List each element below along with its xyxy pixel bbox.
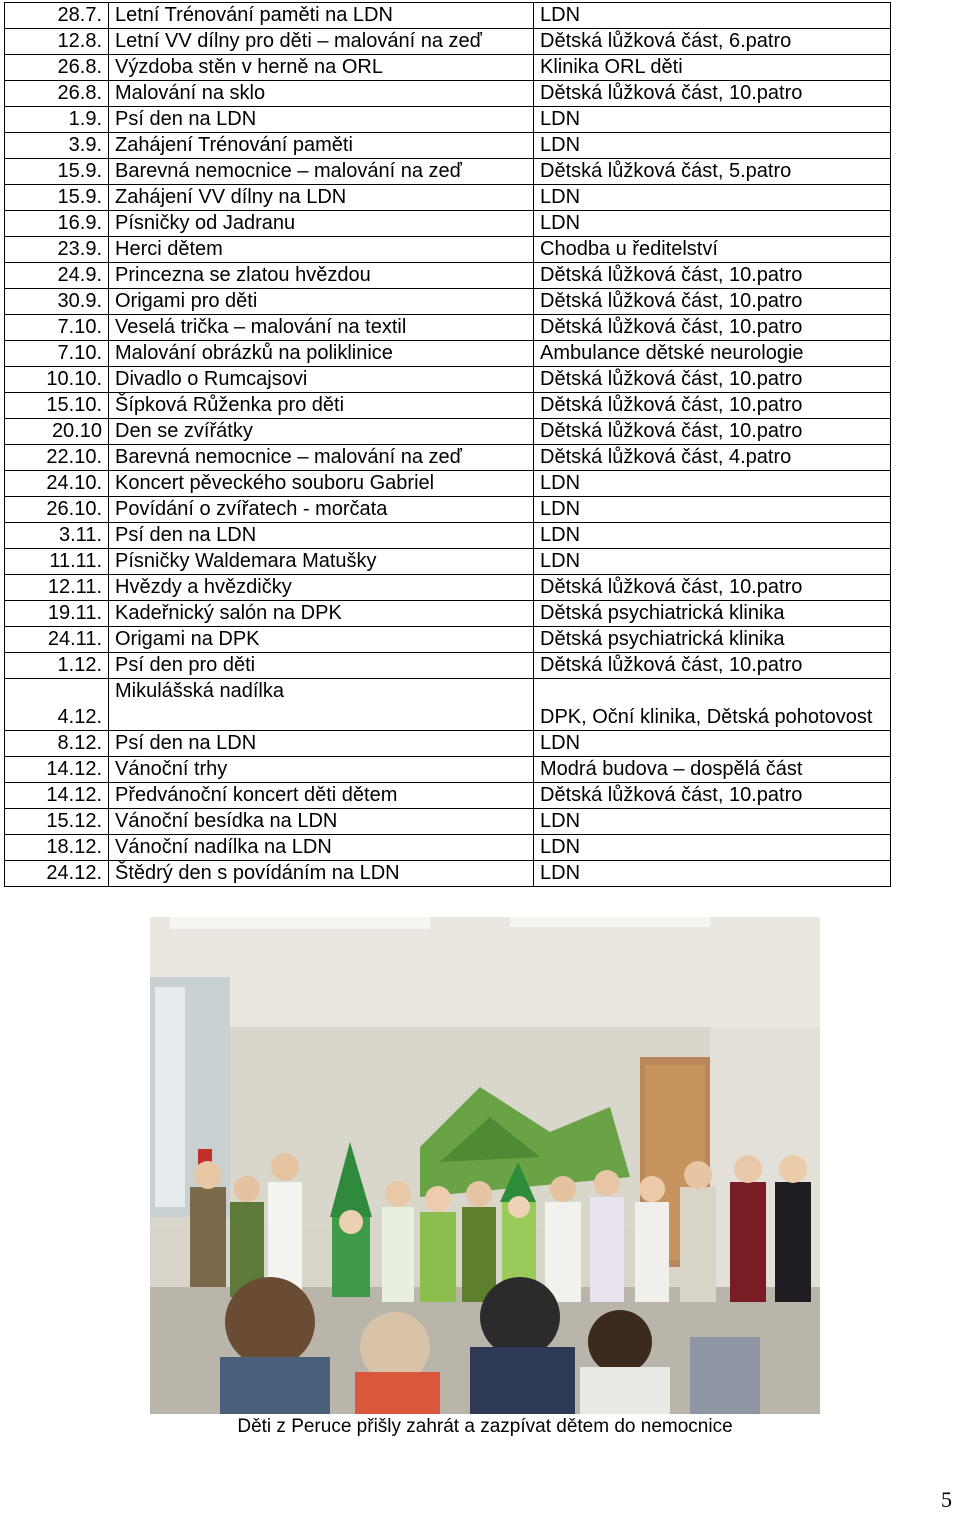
- event-date: 18.12.: [5, 835, 109, 861]
- event-row: [5, 3, 891, 29]
- event-row: [5, 471, 891, 497]
- event-name: Šípková Růženka pro děti: [109, 393, 534, 419]
- event-date: 20.10: [5, 419, 109, 445]
- event-date: 26.10.: [5, 497, 109, 523]
- event-place: DPK, Oční klinika, Dětská pohotovost: [534, 679, 891, 731]
- event-row: [5, 341, 891, 367]
- event-date: 30.9.: [5, 289, 109, 315]
- event-date: 12.11.: [5, 575, 109, 601]
- event-name: Barevná nemocnice – malování na zeď: [109, 445, 534, 471]
- event-date: 16.9.: [5, 211, 109, 237]
- event-place: LDN: [534, 107, 891, 133]
- event-row: [5, 497, 891, 523]
- event-date: 1.12.: [5, 653, 109, 679]
- event-row: [5, 159, 891, 185]
- page-number: 5: [941, 1487, 952, 1512]
- event-place: LDN: [534, 523, 891, 549]
- event-place: LDN: [534, 497, 891, 523]
- event-place: Modrá budova – dospělá část: [534, 757, 891, 783]
- event-date: 15.12.: [5, 809, 109, 835]
- event-name: Origami pro děti: [109, 289, 534, 315]
- event-date: 24.10.: [5, 471, 109, 497]
- event-place: Dětská lůžková část, 10.patro: [534, 393, 891, 419]
- event-place: Dětská lůžková část, 10.patro: [534, 575, 891, 601]
- photo-illustration: [150, 917, 820, 1414]
- event-row: [5, 549, 891, 575]
- event-date: 24.11.: [5, 627, 109, 653]
- event-row: [5, 29, 891, 55]
- event-place: LDN: [534, 211, 891, 237]
- event-name: Origami na DPK: [109, 627, 534, 653]
- event-place: LDN: [534, 861, 891, 887]
- event-place: LDN: [534, 549, 891, 575]
- event-place: Dětská lůžková část, 10.patro: [534, 263, 891, 289]
- event-name: Mikulášská nadílka: [109, 679, 534, 731]
- event-date: 12.8.: [5, 29, 109, 55]
- event-name: Malování na sklo: [109, 81, 534, 107]
- event-date: 7.10.: [5, 341, 109, 367]
- event-row: [5, 757, 891, 783]
- event-row: [5, 289, 891, 315]
- event-place: Dětská psychiatrická klinika: [534, 627, 891, 653]
- event-name: Kadeřnický salón na DPK: [109, 601, 534, 627]
- event-name: Zahájení Trénování paměti: [109, 133, 534, 159]
- event-place: Dětská lůžková část, 10.patro: [534, 315, 891, 341]
- event-name: Herci dětem: [109, 237, 534, 263]
- event-row: [5, 393, 891, 419]
- event-place: Dětská lůžková část, 5.patro: [534, 159, 891, 185]
- event-name: Vánoční besídka na LDN: [109, 809, 534, 835]
- event-row: [5, 731, 891, 757]
- children-performance-photo: [150, 917, 820, 1414]
- event-row: [5, 679, 891, 731]
- event-name: Vánoční nadílka na LDN: [109, 835, 534, 861]
- event-place: LDN: [534, 731, 891, 757]
- event-name: Koncert pěveckého souboru Gabriel: [109, 471, 534, 497]
- event-date: 15.9.: [5, 185, 109, 211]
- event-place: Ambulance dětské neurologie: [534, 341, 891, 367]
- event-row: [5, 237, 891, 263]
- event-row: [5, 133, 891, 159]
- event-place: LDN: [534, 133, 891, 159]
- event-place: LDN: [534, 471, 891, 497]
- event-date: 1.9.: [5, 107, 109, 133]
- event-row: [5, 211, 891, 237]
- event-name: Divadlo o Rumcajsovi: [109, 367, 534, 393]
- event-name: Povídání o zvířatech - morčata: [109, 497, 534, 523]
- event-row: [5, 445, 891, 471]
- event-place: Dětská lůžková část, 10.patro: [534, 81, 891, 107]
- event-row: [5, 653, 891, 679]
- events-table: [4, 2, 891, 887]
- event-name: Psí den na LDN: [109, 731, 534, 757]
- event-row: [5, 315, 891, 341]
- event-name: Zahájení VV dílny na LDN: [109, 185, 534, 211]
- event-date: 24.9.: [5, 263, 109, 289]
- event-date: 4.12.: [5, 679, 109, 731]
- event-name: Psí den na LDN: [109, 107, 534, 133]
- event-name: Hvězdy a hvězdičky: [109, 575, 534, 601]
- event-name: Veselá trička – malování na textil: [109, 315, 534, 341]
- event-place: LDN: [534, 809, 891, 835]
- event-row: [5, 575, 891, 601]
- event-place: Dětská lůžková část, 10.patro: [534, 653, 891, 679]
- event-place: Dětská lůžková část, 10.patro: [534, 419, 891, 445]
- event-date: 23.9.: [5, 237, 109, 263]
- event-name: Malování obrázků na poliklinice: [109, 341, 534, 367]
- event-date: 26.8.: [5, 55, 109, 81]
- event-name: Vánoční trhy: [109, 757, 534, 783]
- event-name: Předvánoční koncert děti dětem: [109, 783, 534, 809]
- event-date: 15.10.: [5, 393, 109, 419]
- event-row: [5, 263, 891, 289]
- event-place: Dětská psychiatrická klinika: [534, 601, 891, 627]
- event-row: [5, 81, 891, 107]
- event-place: Dětská lůžková část, 10.patro: [534, 367, 891, 393]
- event-name: Písničky od Jadranu: [109, 211, 534, 237]
- event-row: [5, 185, 891, 211]
- event-date: 7.10.: [5, 315, 109, 341]
- event-row: [5, 783, 891, 809]
- event-row: [5, 627, 891, 653]
- event-name: Štědrý den s povídáním na LDN: [109, 861, 534, 887]
- event-place: Klinika ORL děti: [534, 55, 891, 81]
- event-date: 3.9.: [5, 133, 109, 159]
- event-row: [5, 835, 891, 861]
- event-date: 24.12.: [5, 861, 109, 887]
- event-date: 3.11.: [5, 523, 109, 549]
- event-date: 22.10.: [5, 445, 109, 471]
- event-place: Chodba u ředitelství: [534, 237, 891, 263]
- event-place: Dětská lůžková část, 4.patro: [534, 445, 891, 471]
- event-place: Dětská lůžková část, 10.patro: [534, 783, 891, 809]
- event-date: 28.7.: [5, 3, 109, 29]
- event-name: Písničky Waldemara Matušky: [109, 549, 534, 575]
- event-name: Psí den na LDN: [109, 523, 534, 549]
- event-date: 8.12.: [5, 731, 109, 757]
- event-place: LDN: [534, 3, 891, 29]
- event-row: [5, 107, 891, 133]
- event-row: [5, 523, 891, 549]
- events-table-body: [5, 3, 891, 887]
- event-date: 11.11.: [5, 549, 109, 575]
- photo-caption: Děti z Peruce přišly zahrát a zazpívat dětem do nemocnice: [237, 1416, 733, 1437]
- event-place: LDN: [534, 835, 891, 861]
- event-row: [5, 55, 891, 81]
- event-name: Letní Trénování paměti na LDN: [109, 3, 534, 29]
- event-name: Letní VV dílny pro děti – malování na zeď: [109, 29, 534, 55]
- event-row: [5, 601, 891, 627]
- event-date: 14.12.: [5, 783, 109, 809]
- event-row: [5, 861, 891, 887]
- event-date: 15.9.: [5, 159, 109, 185]
- event-place: Dětská lůžková část, 6.patro: [534, 29, 891, 55]
- event-row: [5, 367, 891, 393]
- event-date: 10.10.: [5, 367, 109, 393]
- event-name: Psí den pro děti: [109, 653, 534, 679]
- event-name: Výzdoba stěn v herně na ORL: [109, 55, 534, 81]
- event-place: Dětská lůžková část, 10.patro: [534, 289, 891, 315]
- event-date: 14.12.: [5, 757, 109, 783]
- event-name: Princezna se zlatou hvězdou: [109, 263, 534, 289]
- event-name: Barevná nemocnice – malování na zeď: [109, 159, 534, 185]
- event-name: Den se zvířátky: [109, 419, 534, 445]
- event-row: [5, 419, 891, 445]
- event-date: 26.8.: [5, 81, 109, 107]
- event-row: [5, 809, 891, 835]
- event-date: 19.11.: [5, 601, 109, 627]
- event-place: LDN: [534, 185, 891, 211]
